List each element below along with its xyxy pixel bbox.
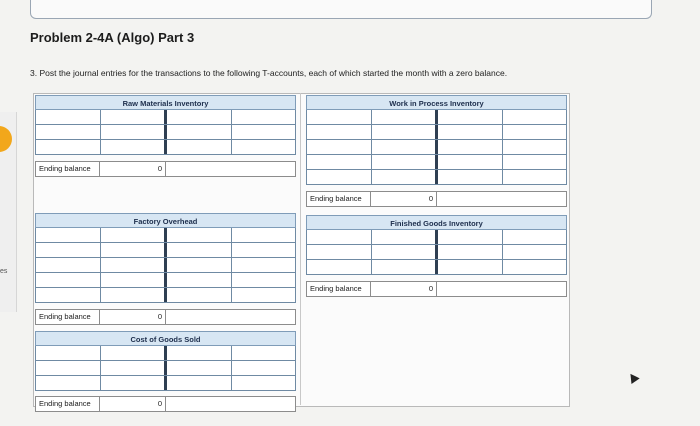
taccount-row bbox=[35, 228, 296, 243]
debit-desc-input[interactable] bbox=[36, 228, 101, 242]
credit-amount-input[interactable] bbox=[167, 376, 232, 390]
ending-balance-row bbox=[306, 191, 567, 207]
taccount-row bbox=[35, 258, 296, 273]
debit-amount-input[interactable] bbox=[372, 170, 439, 184]
ending-balance-blank bbox=[166, 396, 296, 412]
taccount-row bbox=[306, 260, 567, 275]
credit-amount-input[interactable] bbox=[167, 243, 232, 257]
taccount-row bbox=[306, 110, 567, 125]
debit-amount-input[interactable] bbox=[101, 140, 168, 154]
instruction-text: 3. Post the journal entries for the transactions to the following T-accounts, each of which started the month with a zero balance. bbox=[30, 68, 508, 78]
ending-balance-row bbox=[35, 309, 296, 325]
debit-desc-input[interactable] bbox=[307, 140, 372, 154]
debit-amount-input[interactable] bbox=[372, 125, 439, 139]
taccount-title: Finished Goods Inventory bbox=[306, 215, 567, 230]
debit-amount-input[interactable] bbox=[101, 288, 168, 302]
mouse-cursor-icon bbox=[626, 371, 639, 384]
taccount-row bbox=[306, 125, 567, 140]
credit-desc-input[interactable] bbox=[232, 243, 296, 257]
credit-desc-input[interactable] bbox=[232, 228, 296, 242]
ending-balance-value: 0 bbox=[100, 396, 166, 412]
ending-balance-row bbox=[306, 281, 567, 297]
credit-amount-input[interactable] bbox=[167, 258, 232, 272]
credit-amount-input[interactable] bbox=[438, 110, 503, 124]
debit-desc-input[interactable] bbox=[307, 230, 372, 244]
debit-amount-input[interactable] bbox=[101, 243, 168, 257]
top-input-bar bbox=[30, 0, 652, 19]
credit-amount-input[interactable] bbox=[438, 125, 503, 139]
taccount-row bbox=[35, 110, 296, 125]
credit-desc-input[interactable] bbox=[232, 346, 296, 360]
debit-amount-input[interactable] bbox=[372, 230, 439, 244]
ending-balance-blank bbox=[166, 309, 296, 325]
ending-balance-label: Ending balance bbox=[306, 191, 371, 207]
credit-amount-input[interactable] bbox=[167, 346, 232, 360]
ending-balance-label: Ending balance bbox=[35, 161, 100, 177]
credit-desc-input[interactable] bbox=[232, 273, 296, 287]
taccount-row bbox=[35, 361, 296, 376]
taccount-title: Raw Materials Inventory bbox=[35, 95, 296, 110]
debit-amount-input[interactable] bbox=[101, 346, 168, 360]
debit-amount-input[interactable] bbox=[101, 110, 168, 124]
taccount-row bbox=[35, 125, 296, 140]
debit-desc-input[interactable] bbox=[36, 140, 101, 154]
debit-amount-input[interactable] bbox=[372, 155, 439, 169]
debit-amount-input[interactable] bbox=[101, 228, 168, 242]
taccount-title: Factory Overhead bbox=[35, 213, 296, 228]
ending-balance-value: 0 bbox=[371, 281, 437, 297]
taccount-factory-overhead bbox=[35, 213, 296, 325]
debit-amount-input[interactable] bbox=[372, 110, 439, 124]
credit-desc-input[interactable] bbox=[503, 230, 567, 244]
ending-balance-row bbox=[35, 161, 296, 177]
ending-balance-label: Ending balance bbox=[306, 281, 371, 297]
taccount-row bbox=[306, 140, 567, 155]
debit-amount-input[interactable] bbox=[101, 258, 168, 272]
ending-balance-blank bbox=[166, 161, 296, 177]
taccount-row bbox=[35, 243, 296, 258]
taccount-raw-materials bbox=[35, 95, 296, 177]
credit-desc-input[interactable] bbox=[232, 288, 296, 302]
ending-balance-row bbox=[35, 396, 296, 412]
credit-amount-input[interactable] bbox=[438, 155, 503, 169]
ending-balance-label: Ending balance bbox=[35, 309, 100, 325]
credit-desc-input[interactable] bbox=[503, 155, 567, 169]
debit-desc-input[interactable] bbox=[307, 125, 372, 139]
credit-desc-input[interactable] bbox=[503, 245, 567, 259]
credit-desc-input[interactable] bbox=[232, 376, 296, 390]
ending-balance-blank bbox=[437, 191, 567, 207]
page-title: Problem 2-4A (Algo) Part 3 bbox=[30, 30, 195, 45]
taccount-row bbox=[35, 376, 296, 391]
taccount-finished-goods bbox=[306, 215, 567, 297]
debit-amount-input[interactable] bbox=[101, 376, 168, 390]
credit-desc-input[interactable] bbox=[503, 170, 567, 184]
credit-desc-input[interactable] bbox=[232, 361, 296, 375]
debit-amount-input[interactable] bbox=[372, 245, 439, 259]
taccount-row bbox=[306, 155, 567, 170]
debit-desc-input[interactable] bbox=[36, 361, 101, 375]
debit-desc-input[interactable] bbox=[36, 258, 101, 272]
ending-balance-value: 0 bbox=[371, 191, 437, 207]
credit-amount-input[interactable] bbox=[438, 260, 503, 274]
debit-desc-input[interactable] bbox=[307, 155, 372, 169]
debit-desc-input[interactable] bbox=[307, 110, 372, 124]
debit-desc-input[interactable] bbox=[307, 170, 372, 184]
debit-desc-input[interactable] bbox=[36, 346, 101, 360]
debit-desc-input[interactable] bbox=[36, 110, 101, 124]
taccount-row bbox=[35, 273, 296, 288]
taccount-cost-of-goods-sold bbox=[35, 331, 296, 412]
credit-amount-input[interactable] bbox=[438, 245, 503, 259]
credit-amount-input[interactable] bbox=[438, 170, 503, 184]
debit-amount-input[interactable] bbox=[101, 273, 168, 287]
credit-amount-input[interactable] bbox=[167, 361, 232, 375]
credit-desc-input[interactable] bbox=[232, 125, 296, 139]
ending-balance-label: Ending balance bbox=[35, 396, 100, 412]
credit-amount-input[interactable] bbox=[438, 230, 503, 244]
credit-desc-input[interactable] bbox=[503, 140, 567, 154]
taccount-row bbox=[35, 140, 296, 155]
ending-balance-value: 0 bbox=[100, 161, 166, 177]
credit-desc-input[interactable] bbox=[232, 140, 296, 154]
credit-desc-input[interactable] bbox=[503, 110, 567, 124]
credit-desc-input[interactable] bbox=[232, 258, 296, 272]
credit-amount-input[interactable] bbox=[167, 228, 232, 242]
debit-desc-input[interactable] bbox=[36, 273, 101, 287]
debit-desc-input[interactable] bbox=[36, 125, 101, 139]
credit-amount-input[interactable] bbox=[167, 288, 232, 302]
credit-amount-input[interactable] bbox=[167, 125, 232, 139]
debit-desc-input[interactable] bbox=[36, 243, 101, 257]
debit-amount-input[interactable] bbox=[101, 125, 168, 139]
column-divider bbox=[300, 93, 301, 405]
taccount-title: Work in Process Inventory bbox=[306, 95, 567, 110]
credit-amount-input[interactable] bbox=[167, 110, 232, 124]
credit-desc-input[interactable] bbox=[503, 260, 567, 274]
side-truncated-text: es bbox=[0, 268, 8, 275]
debit-desc-input[interactable] bbox=[307, 260, 372, 274]
taccount-work-in-process bbox=[306, 95, 567, 207]
debit-desc-input[interactable] bbox=[307, 245, 372, 259]
taccount-title: Cost of Goods Sold bbox=[35, 331, 296, 346]
credit-amount-input[interactable] bbox=[167, 140, 232, 154]
ending-balance-blank bbox=[437, 281, 567, 297]
credit-amount-input[interactable] bbox=[438, 140, 503, 154]
taccount-row bbox=[306, 170, 567, 185]
taccount-row bbox=[35, 346, 296, 361]
debit-amount-input[interactable] bbox=[101, 361, 168, 375]
ending-balance-value: 0 bbox=[100, 309, 166, 325]
taccount-row bbox=[306, 245, 567, 260]
debit-amount-input[interactable] bbox=[372, 260, 439, 274]
debit-desc-input[interactable] bbox=[36, 376, 101, 390]
credit-desc-input[interactable] bbox=[232, 110, 296, 124]
credit-amount-input[interactable] bbox=[167, 273, 232, 287]
credit-desc-input[interactable] bbox=[503, 125, 567, 139]
debit-amount-input[interactable] bbox=[372, 140, 439, 154]
taccount-row bbox=[306, 230, 567, 245]
taccount-row bbox=[35, 288, 296, 303]
debit-desc-input[interactable] bbox=[36, 288, 101, 302]
